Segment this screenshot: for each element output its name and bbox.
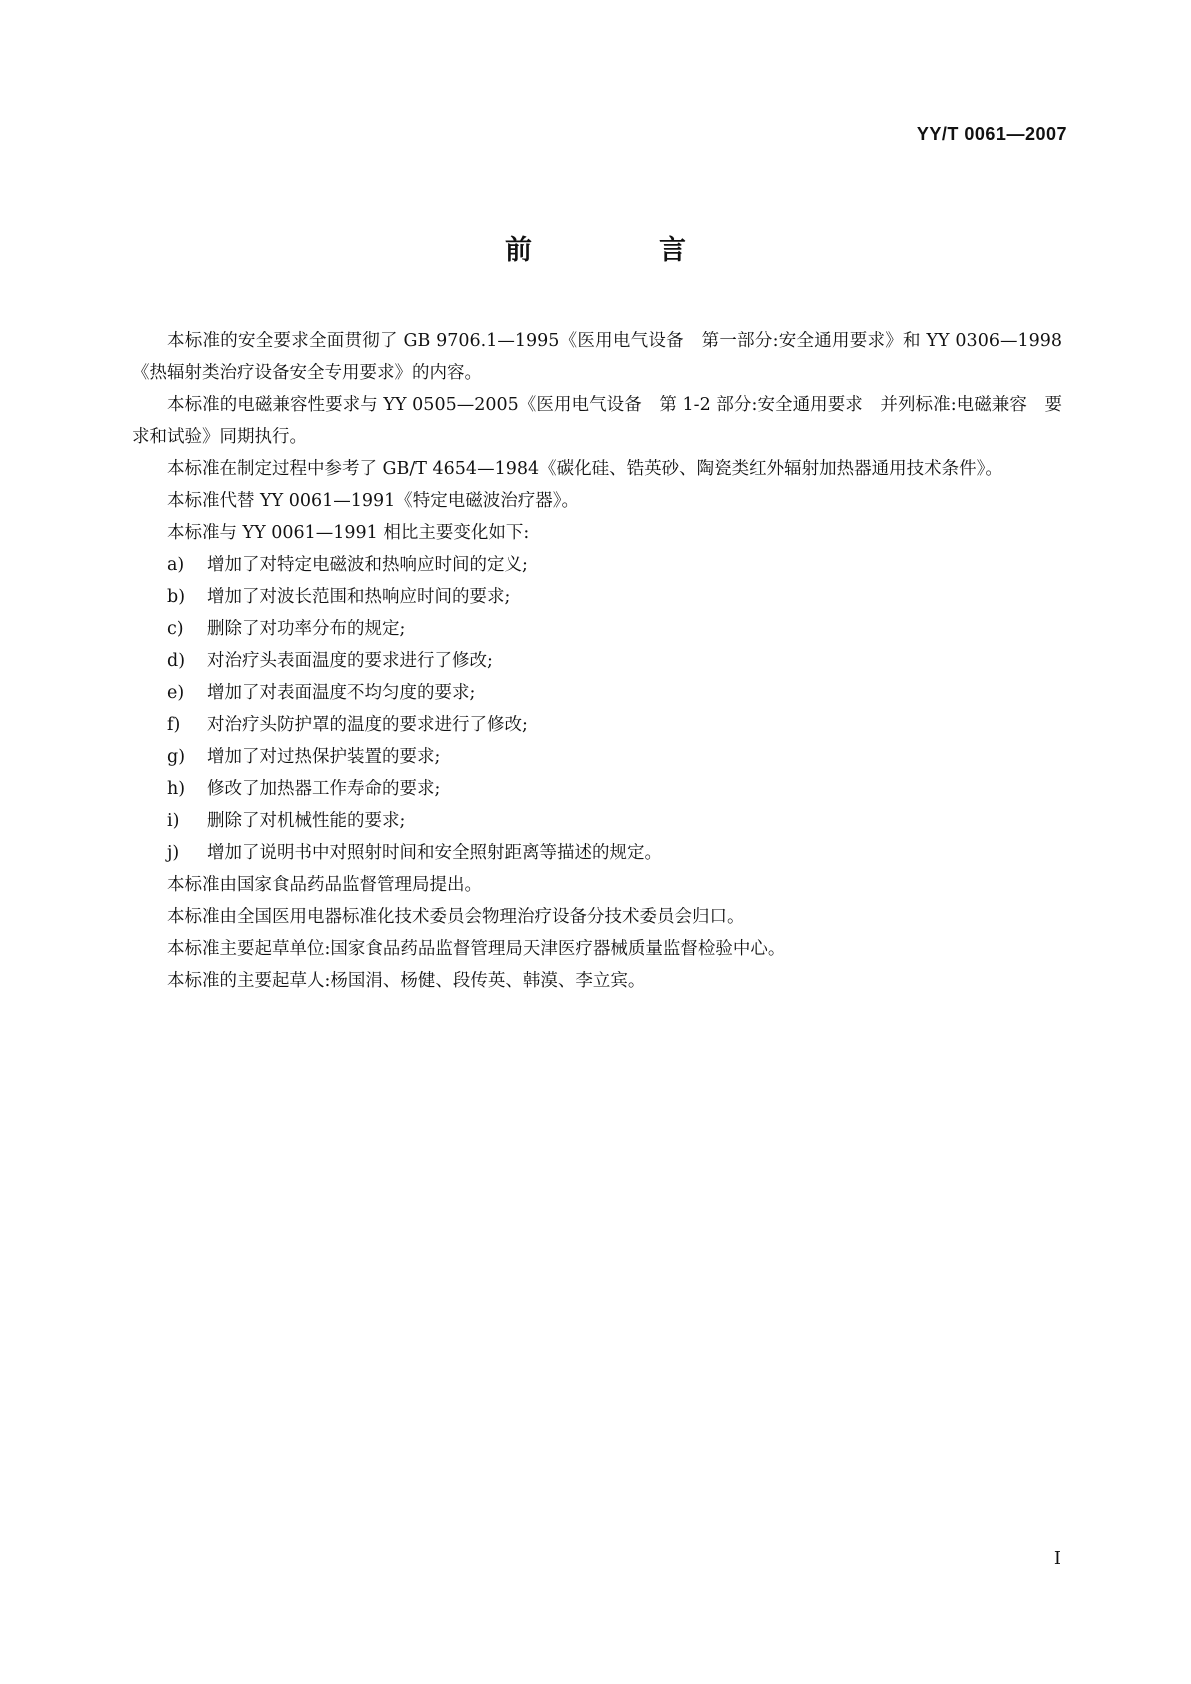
- paragraph-proposer: 本标准由国家食品药品监督管理局提出。: [167, 875, 482, 895]
- paragraph-drafting-unit: 本标准主要起草单位:国家食品药品监督管理局天津医疗器械质量监督检验中心。: [167, 939, 786, 959]
- list-item: [132, 581, 1062, 613]
- list-marker: g): [167, 747, 186, 767]
- page-number: I: [1053, 1548, 1061, 1569]
- list-item-text: 对治疗头表面温度的要求进行了修改;: [207, 651, 493, 671]
- list-marker: c): [167, 619, 184, 639]
- paragraph-replaces: 本标准代替 YY 0061—1991《特定电磁波治疗器》。: [167, 491, 580, 511]
- paragraph-safety-requirements: 本标准的安全要求全面贯彻了 GB 9706.1—1995《医用电气设备 第一部分:安全通用要求》和 YY 0306—1998《热辐射类治疗设备安全专用要求》的内容。: [132, 331, 1062, 383]
- list-marker: b): [167, 587, 186, 607]
- list-item-text: 对治疗头防护罩的温度的要求进行了修改;: [207, 715, 528, 735]
- standard-code: YY/T 0061—2007: [916, 124, 1067, 144]
- list-marker: j): [167, 843, 180, 863]
- paragraph-reference-standard: 本标准在制定过程中参考了 GB/T 4654—1984《碳化硅、锆英砂、陶瓷类红外辐射加热器通用技术条件》。: [167, 459, 1003, 479]
- page-title: 前 言: [505, 235, 736, 266]
- list-item: [132, 741, 1062, 773]
- list-item-text: 增加了对过热保护装置的要求;: [207, 747, 441, 767]
- list-item: [132, 613, 1062, 645]
- list-marker: i): [167, 811, 180, 831]
- list-item: [132, 773, 1062, 805]
- list-item: [132, 805, 1062, 837]
- list-item-text: 删除了对功率分布的规定;: [207, 619, 406, 639]
- list-marker: e): [167, 683, 185, 703]
- list-item-text: 删除了对机械性能的要求;: [207, 811, 406, 831]
- list-item: [132, 709, 1062, 741]
- list-marker: f): [167, 715, 181, 735]
- list-item: [132, 837, 1062, 869]
- paragraph-drafters: 本标准的主要起草人:杨国涓、杨健、段传英、韩漠、李立宾。: [167, 971, 646, 991]
- paragraph-emc-requirements: 本标准的电磁兼容性要求与 YY 0505—2005《医用电气设备 第 1-2 部分:安全通用要求 并列标准:电磁兼容 要求和试验》同期执行。: [132, 395, 1062, 447]
- paragraph-changes-intro: 本标准与 YY 0061—1991 相比主要变化如下:: [167, 523, 530, 543]
- paragraph-technical-committee: 本标准由全国医用电器标准化技术委员会物理治疗设备分技术委员会归口。: [167, 907, 745, 927]
- list-item: [132, 645, 1062, 677]
- list-item-text: 增加了对特定电磁波和热响应时间的定义;: [207, 555, 528, 575]
- list-item-text: 增加了对波长范围和热响应时间的要求;: [207, 587, 511, 607]
- list-item-text: 修改了加热器工作寿命的要求;: [207, 779, 441, 799]
- changes-list: [132, 549, 1062, 869]
- list-marker: d): [167, 651, 186, 671]
- list-item-text: 增加了对表面温度不均匀度的要求;: [207, 683, 476, 703]
- list-item: [132, 549, 1062, 581]
- list-marker: h): [167, 779, 186, 799]
- list-item: [132, 677, 1062, 709]
- list-item-text: 增加了说明书中对照射时间和安全照射距离等描述的规定。: [207, 843, 662, 863]
- foreword-body: [132, 325, 1062, 997]
- list-marker: a): [167, 555, 185, 575]
